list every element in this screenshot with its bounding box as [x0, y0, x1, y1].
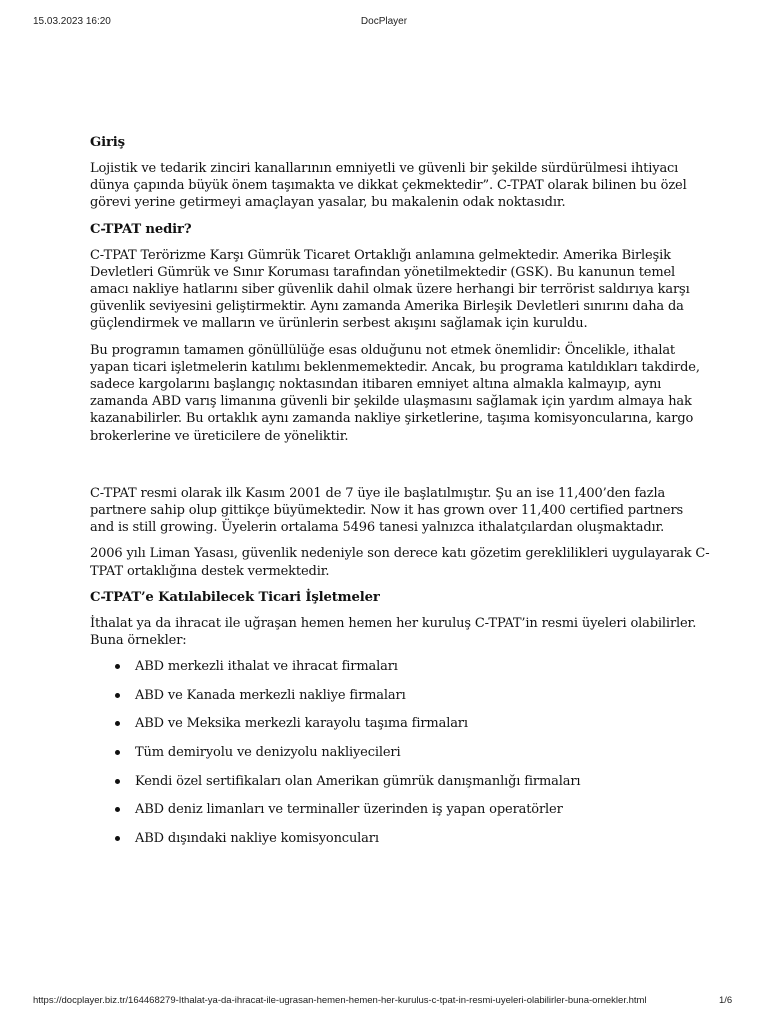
bullet-icon — [115, 750, 120, 755]
list-item — [90, 830, 710, 859]
paragraph-port-act: 2006 yılı Liman Yasası, güvenlik nedeniyle son derece katı gözetim gereklilikleri uygulayarak C-TPAT ortaklığına destek vermektedir. — [90, 546, 710, 579]
list-item-text: ABD ve Meksika merkezli karayolu taşıma firmaları — [135, 716, 468, 732]
bullet-icon — [115, 664, 120, 669]
list-item-text: ABD ve Kanada merkezli nakliye firmaları — [135, 687, 406, 703]
source-url-link[interactable]: https://docplayer.biz.tr/164468279-Ithalat-ya-da-ihracat-ile-ugrasan-hemen-hemen-her-kurulus-c-tpat-in-resmi-uyeleri-olabilirler-buna-ornekler.html — [33, 995, 647, 1006]
bullet-icon — [115, 836, 120, 841]
list-item-text: Kendi özel sertifikaları olan Amerikan gümrük danışmanlığı firmaları — [135, 773, 581, 789]
print-site-name: DocPlayer — [360, 16, 408, 27]
list-item-text: ABD deniz limanları ve terminaller üzerinden iş yapan operatörler — [135, 802, 563, 818]
list-item — [90, 658, 710, 687]
print-datetime: 15.03.2023 16:20 — [33, 16, 111, 27]
list-item-text: ABD dışındaki nakliye komisyoncuları — [135, 830, 379, 846]
heading-who-can-join: C-TPAT’e Katılabilecek Ticari İşletmeler — [90, 589, 380, 605]
heading-what-is-ctpat: C-TPAT nedir? — [90, 221, 192, 237]
heading-intro: Giriş — [90, 135, 125, 150]
list-item — [90, 801, 710, 830]
list-item — [90, 773, 710, 802]
bullet-icon — [115, 721, 120, 726]
document-body — [90, 134, 710, 858]
eligible-business-list — [90, 658, 710, 858]
paragraph-history: C-TPAT resmi olarak ilk Kasım 2001 de 7 üye ile başlatılmıştır. Şu an ise 11,400’den fazla partnere sahip olup gittikçe büyümektedir. Now it has grown over 11,400 certified partners and is still growing. Üyelerin ortalama 5496 tanesi yalnızca ithalatçılardan oluşmaktadır. — [90, 485, 684, 536]
bullet-icon — [115, 807, 120, 812]
paragraph-what-2: Bu programın tamamen gönüllülüğe esas olduğunu not etmek önemlidir: Öncelikle, ithalat yapan ticari işletmelerin katılımı beklenmemektedir. Ancak, bu programa katıldıkları takdirde, sadece kargolarını başlangıç noktasından itibaren emniyet altına almakla kalmayıp, aynı zamanda ABD varış limanına güvenli bir şekilde ulaşmasını sağlamak için yardım almaya hak kazanabilirler. Bu ortaklık aynı zamanda nakliye şirketlerine, taşıma komisyoncularına, kargo brokerlerine ve üreticilere de yöneliktir. — [90, 342, 700, 444]
print-footer — [0, 995, 768, 1009]
list-item-text: Tüm demiryolu ve denizyolu nakliyecileri — [135, 745, 401, 761]
list-item — [90, 744, 710, 773]
page-number: 1/6 — [719, 995, 733, 1006]
blank-gap — [90, 454, 710, 485]
bullet-icon — [115, 693, 120, 698]
paragraph-what-1: C-TPAT Terörizme Karşı Gümrük Ticaret Ortaklığı anlamına gelmektedir. Amerika Birleşik Devletleri Gümrük ve Sınır Koruması tarafından yönetilmektedir (GSK). Bu kanunun temel amacı nakliye hatlarını siber güvenlik dahil olmak üzere herhangi bir terrörist saldırıya karşı güvenlik seviyesini geliştirmektir. Aynı zamanda Amerika Birleşik Devletleri sınırını daha da güçlendirmek ve malların ve ürünlerin serbest akışını sağlamak için kuruldu. — [90, 247, 690, 332]
list-item — [90, 715, 710, 744]
paragraph-intro: Lojistik ve tedarik zinciri kanallarının emniyetli ve güvenli bir şekilde sürdürülmesi ihtiyacı dünya çapında büyük önem taşımakta ve dikkat çekmektedir”. C-TPAT olarak bilinen bu özel görevi yerine getirmeyi amaçlayan yasalar, bu makalenin odak noktasıdır. — [90, 161, 687, 211]
list-item — [90, 687, 710, 716]
list-item-text: ABD merkezli ithalat ve ihracat firmaları — [135, 659, 398, 675]
print-header — [0, 16, 768, 32]
paragraph-who: İthalat ya da ihracat ile uğraşan hemen hemen her kuruluş C-TPAT’in resmi üyeleri olabilirler. Buna örnekler: — [90, 615, 697, 649]
bullet-icon — [115, 779, 120, 784]
